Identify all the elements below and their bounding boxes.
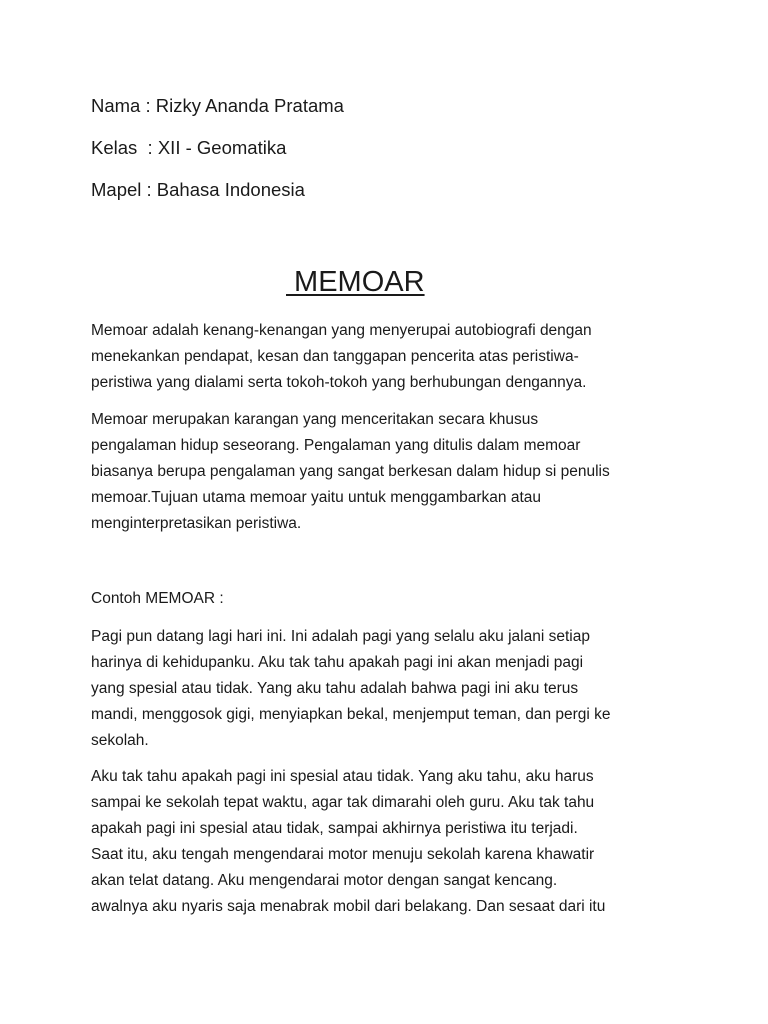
document-title: MEMOAR	[286, 266, 425, 298]
example-paragraph-2: Aku tak tahu apakah pagi ini spesial atau tidak. Yang aku tahu, aku harus sampai ke sekolah tepat waktu, agar tak dimarahi oleh guru. Aku tak tahu apakah pagi ini spesial atau tidak, sampai akhirnya peristiwa itu terjadi. Saat itu, aku tengah mengendarai motor menuju sekolah karena khawatir akan telat datang. Aku mengendarai motor dengan sangat kencang. awalnya aku nyaris saja menabrak mobil dari belakang. Dan sesaat dari itu	[91, 768, 606, 915]
example-paragraph-1: Pagi pun datang lagi hari ini. Ini adalah pagi yang selalu aku jalani setiap harinya di kehidupanku. Aku tak tahu apakah pagi ini akan menjadi pagi yang spesial atau tidak. Yang aku tahu adalah bahwa pagi ini aku terus mandi, menggosok gigi, menyiapkan bekal, menjemput teman, dan pergi ke sekolah.	[91, 628, 611, 749]
subject: Mapel : Bahasa Indonesia	[91, 179, 305, 200]
student-name: Nama : Rizky Ananda Pratama	[91, 95, 344, 116]
description-paragraph: Memoar merupakan karangan yang menceritakan secara khusus pengalaman hidup seseorang. Pengalaman yang ditulis dalam memoar biasanya berupa pengalaman yang sangat berkesan dalam hidup si penulis memoar.Tujuan utama memoar yaitu untuk menggambarkan atau menginterpretasikan peristiwa.	[91, 411, 610, 532]
example-label: Contoh MEMOAR :	[91, 590, 224, 607]
student-class: Kelas : XII - Geomatika	[91, 137, 287, 158]
definition-paragraph: Memoar adalah kenang-kenangan yang menyerupai autobiografi dengan menekankan pendapat, kesan dan tanggapan pencerita atas peristiwa- peristiwa yang dialami serta tokoh-tokoh yang berhubungan dengannya.	[91, 322, 592, 391]
